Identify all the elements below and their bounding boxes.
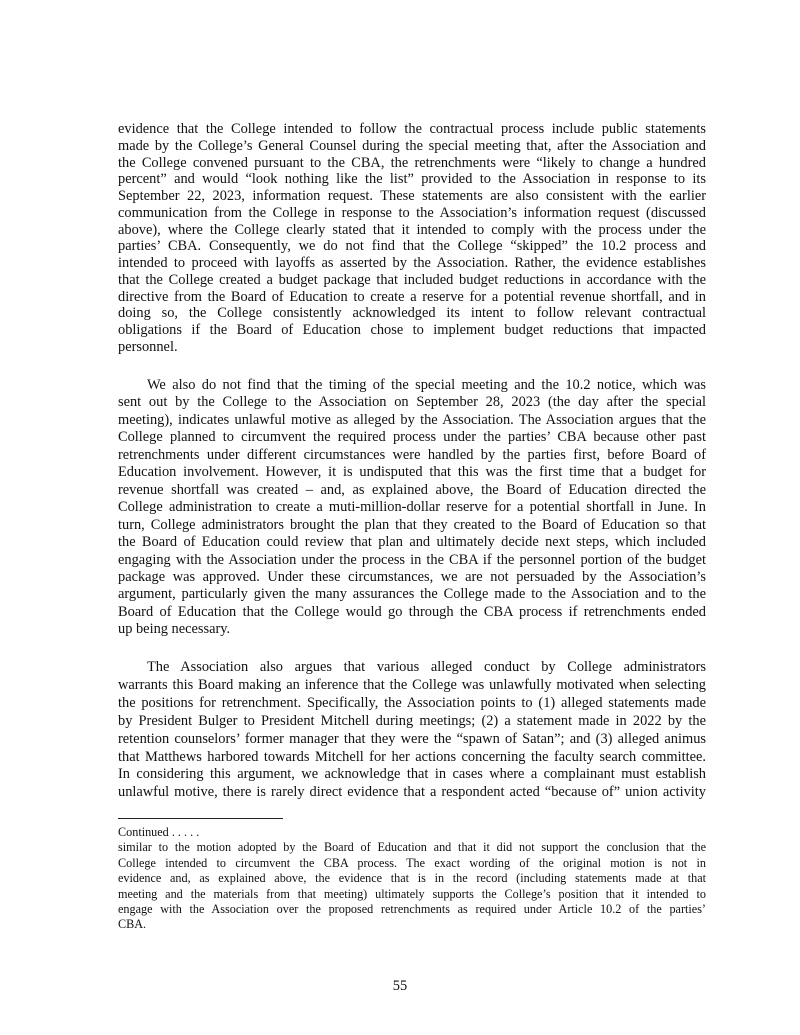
text-line: turn, College administrators brought the plan that they created to the Board of Education so that bbox=[118, 516, 706, 533]
paragraph-1 bbox=[118, 121, 706, 356]
text-line: above), where the College clearly stated that it intended to comply with the process under the bbox=[118, 221, 706, 238]
text-line: that Matthews harbored towards Mitchell for her actions concerning the faculty search committee. bbox=[118, 748, 706, 765]
text-line: the positions for retrenchment. Specifically, the Association points to (1) alleged statements made bbox=[118, 694, 706, 711]
text-line: The Association also argues that various alleged conduct by College administrators bbox=[147, 659, 706, 675]
text-line: up being necessary. bbox=[118, 621, 231, 638]
text-line: retrenchments under different circumstances were handled by the parties first, before Board of bbox=[118, 446, 706, 463]
text-line: communication from the College in response to the Association’s information request (discussed bbox=[118, 204, 706, 221]
text-line: meeting), indicates unlawful motive as alleged by the Association. The Association argues that the bbox=[118, 411, 706, 428]
text-line: directive from the Board of Education to create a reserve for a potential revenue shortfall, and in bbox=[118, 288, 706, 305]
text-line: engage with the Association over the proposed retrenchments as required under Article 10.2 of the parties’ bbox=[118, 902, 706, 917]
text-line: College planned to circumvent the required process under the parties’ CBA because other past bbox=[118, 429, 706, 446]
text-line: made by the College’s General Counsel during the special meeting that, after the Association and bbox=[118, 137, 706, 154]
text-line: September 22, 2023, information request. These statements are also consistent with the earlier bbox=[118, 188, 706, 204]
text-line: retention counselors’ former manager that they were the “spawn of Satan”; and (3) alleged animus bbox=[118, 730, 706, 747]
text-line: intended to proceed with layoffs as asserted by the Association. Rather, the evidence establishes bbox=[118, 255, 706, 271]
text-line: similar to the motion adopted by the Board of Education and that it did not support the conclusion that the bbox=[118, 840, 706, 855]
text-line: unlawful motive, there is rarely direct evidence that a respondent acted “because of” union activity bbox=[118, 784, 706, 801]
text-line: revenue shortfall was created – and, as explained above, the Board of Education directed the bbox=[118, 481, 706, 498]
text-line: sent out by the College to the Association on September 28, 2023 (the day after the special bbox=[118, 394, 706, 411]
text-line: personnel. bbox=[118, 338, 178, 355]
text-line: parties’ CBA. Consequently, we do not find that the College “skipped” the 10.2 process and bbox=[118, 238, 706, 255]
text-line: package was approved. Under these circumstances, we are not persuaded by the Association’s bbox=[118, 568, 706, 585]
footnote bbox=[118, 825, 706, 933]
text-line: the Board of Education could review that plan and ultimately decide next steps, which included bbox=[118, 534, 706, 551]
text-line: engaging with the Association under the process in the CBA if the personnel portion of the budget bbox=[118, 551, 706, 568]
text-line: the College convened pursuant to the CBA, the retrenchments were “likely to change a hundred bbox=[118, 154, 706, 171]
text-line: evidence that the College intended to follow the contractual process include public statements bbox=[118, 121, 706, 137]
text-line: meeting and the materials from that meeting) ultimately supports the College’s position that it intended to bbox=[118, 886, 706, 901]
footnote-separator bbox=[118, 818, 283, 819]
text-line: Continued . . . . . bbox=[118, 825, 200, 839]
text-line: We also do not find that the timing of the special meeting and the 10.2 notice, which was bbox=[147, 377, 706, 393]
text-line: evidence and, as explained above, the evidence that is in the record (including statements made at that bbox=[118, 871, 706, 886]
text-line: CBA. bbox=[118, 917, 147, 932]
paragraph-3 bbox=[118, 659, 706, 802]
text-line: argument, particularly given the many assurances the College made to the Association and to the bbox=[118, 586, 706, 603]
text-line: Board of Education that the College would go through the CBA process if retrenchments ended bbox=[118, 603, 706, 620]
text-line: College administration to create a muti-million-dollar reserve for a potential shortfall in June. In bbox=[118, 499, 706, 516]
text-line: that the College created a budget package that included budget reductions in accordance with the bbox=[118, 271, 706, 288]
text-line: In considering this argument, we acknowledge that in cases where a complainant must establish bbox=[118, 766, 706, 783]
text-line: by President Bulger to President Mitchell during meetings; (2) a statement made in 2022 by the bbox=[118, 712, 706, 729]
text-line: College intended to circumvent the CBA process. The exact wording of the original motion is not in bbox=[118, 855, 706, 870]
text-line: warrants this Board making an inference that the College was unlawfully motivated when selecting bbox=[118, 676, 706, 693]
page-number: 55 bbox=[392, 978, 408, 994]
paragraph-2 bbox=[118, 377, 706, 639]
text-line: obligations if the Board of Education chose to implement budget reductions that impacted bbox=[118, 322, 706, 338]
text-line: percent” and would “look nothing like the list” provided to the Association in response to its bbox=[118, 171, 706, 188]
text-line: doing so, the College consistently acknowledged its intent to follow relevant contractual bbox=[118, 305, 706, 322]
text-line: Education involvement. However, it is undisputed that this was the first time that a budget for bbox=[118, 464, 706, 481]
